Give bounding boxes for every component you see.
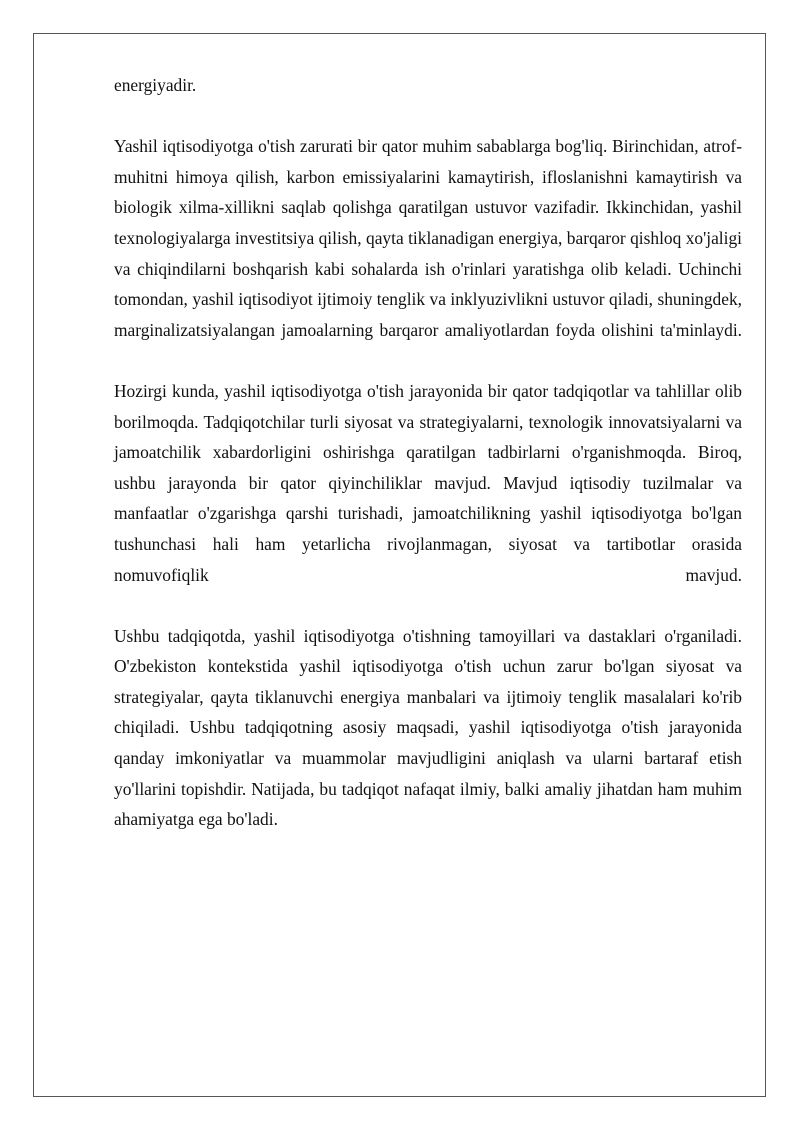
paragraph-green-economy-reasons: Yashil iqtisodiyotga o'tish zarurati bir qator muhim sabablarga bog'liq. Birinchidan, atrof-muhitni himoya qilish, karbon emissiyalarini kamaytirish, ifloslanishni kamaytirish va biologik xilma-xillikni saqlab qolishga qaratilgan ustuvor vazifadir. Ikkinchidan, yashil texnologiyalarga investitsiya qilish, qayta tiklanadigan energiya, barqaror qishloq xo'jaligi va chiqindilarni boshqarish kabi sohalarda ish o'rinlari yaratishga olib keladi. Uchinchi tomondan, yashil iqtisodiyot ijtimoiy tenglik va inklyuzivlikni ustuvor qiladi, shuningdek, marginalizatsiyalangan jamoalarning barqaror amaliyotlardan foyda olishini ta'minlaydi.: [114, 136, 742, 340]
paragraph-continuation: energiyadir.: [114, 75, 197, 95]
document-body: [114, 70, 742, 835]
paragraph-study-purpose: Ushbu tadqiqotda, yashil iqtisodiyotga o'tishning tamoyillari va dastaklari o'rganiladi. O'zbekiston kontekstida yashil iqtisodiyotga o'tish uchun zarur bo'lgan siyosat va strategiyalar, qayta tiklanuvchi energiya manbalari va ijtimoiy tenglik masalalari ko'rib chiqiladi. Ushbu tadqiqotning asosiy maqsadi, yashil iqtisodiyotga o'tish jarayonida qanday imkoniyatlar va muammolar mavjudligini aniqlash va ularni bartaraf etish yo'llarini topishdir. Natijada, bu tadqiqot nafaqat ilmiy, balki amaliy jihatdan ham muhim ahamiyatga ega bo'ladi.: [114, 625, 742, 830]
paragraph-current-research: Hozirgi kunda, yashil iqtisodiyotga o'tish jarayonida bir qator tadqiqotlar va tahlillar olib borilmoqda. Tadqiqotchilar turli siyosat va strategiyalarni, texnologik innovatsiyalarni va jamoatchilik xabardorligini oshirishga qaratilgan tadbirlarni o'rganishmoqda. Biroq, ushbu jarayonda bir qator qiyinchiliklar mavjud. Mavjud iqtisodiy tuzilmalar va manfaatlar o'zgarishga qarshi turishadi, jamoatchilikning yashil iqtisodiyotga bo'lgan tushunchasi hali ham yetarlicha rivojlanmagan, siyosat va tartibotlar orasida nomuvofiqlik mavjud.: [114, 380, 742, 585]
